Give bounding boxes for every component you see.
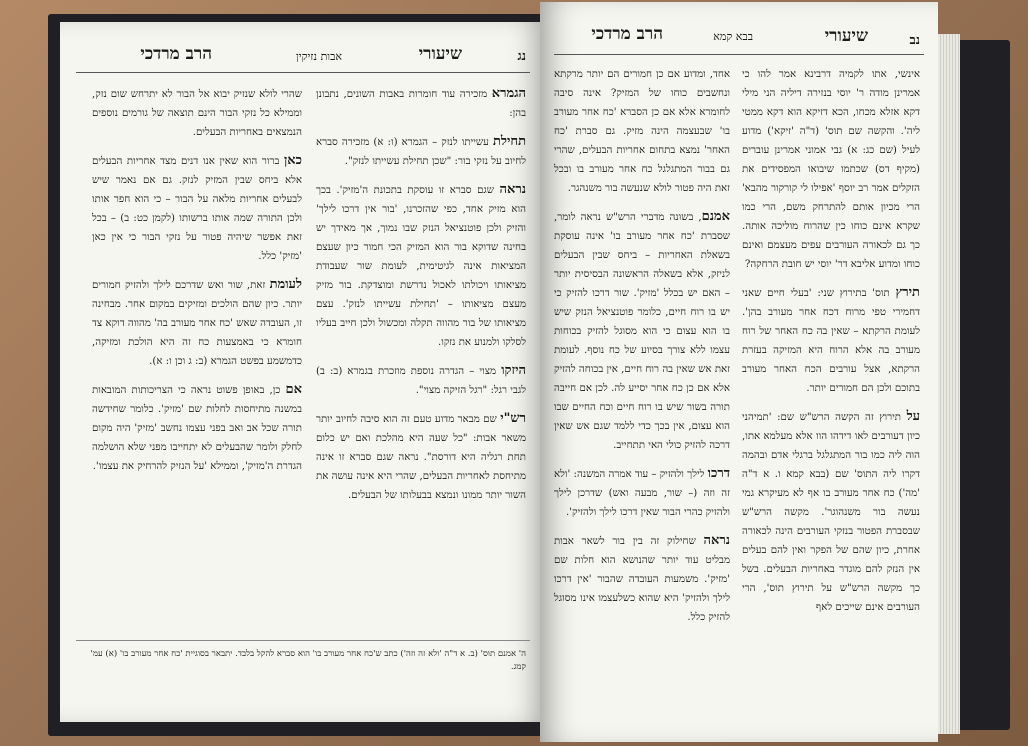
page-number: נב [909,33,920,48]
header-subtitle: אבות נזיקין [295,50,342,63]
paragraph: היזקו מצוי – הגדרה נוספת מוזכרת בגמרא (ב: ב) לגבי רגל: "רגל הזיקה מצוי". [316,363,526,396]
paragraph: נראה שגם סברא זו עוסקת בתכונת ה'מזיק'. בכך הוא מזיק אחד, כפי שהזכרנו, 'בור אין דרכו לילך' והזיק ולכן פוטנציאל הנזק שבו נמוך, אך מאידך יש בחינה שדוקא בור הוא המזיק הכי חמור כיון שעצם המציאות אינה לגיטימית, לעומת שור שעבודת מציאותו ויכולתו לאכול נדרשת ומוצדקת. בור מזיק מעצם מציאותו – 'תחילת עשייתו לנזק'. עצם מציאותו של בור מהווה תקלה ומכשול ולכן חייב בעליו לסלקו ולמנוע את נזקו. [316,182,526,348]
left-page [60,22,542,722]
page-number: נג [517,49,526,64]
header-title-left: הרב מרדכי [591,24,663,44]
paragraph: כאן ברור הוא שאין אנו דנים מצד אחריות הבעלים אלא ביחס שבין המזיק לנזק. גם אם נאמר שיש לבעלים אחריות מלאה על הבור – כי הוא חפר אותו ולכן התורה שמה אותו ברשותו (לקמן כט: ב) – בכל זאת אפשר שיהיה פטור על נזקי הבור כי אין כאן 'מזיק' כלל. [92,153,302,262]
header-subtitle: בבא קמא [713,30,753,43]
paragraph: על תירוץ זה הקשה הרש"ש שם: 'תמיהני כיון דעורבים לאו דידהו הוו אלא מעלמא אתו, הוה ליה כמו בור המתגלגל ברגלי אדם ובהמה דקרו ליה התוס' שם (בבא קמא ו. א ד"ה 'מה') כח אחר מעורב בו אף לא מעיקרא גמי נעשה בור משנהוגר'. מקשה הרש"ש שבסברת הפטור בנזקי העורבים הינה לכאורה אחרת, כיון שהם של הפקר ואין להם בעלים אין הנזק להם מוגדר באחריות הבעלים. בשל כך מקשה הרש"ש על תירוץ תוס', הרי העורבים אינם שייכים לאף [742,409,921,613]
left-page-column-left [92,84,302,485]
paragraph: אחד, ומדוע אם כן חמורים הם יותר מרקתא ונחשבים כוחו של המזיק? אינה סיבה לחומרא אלא אם כן הסברא 'כח אחר מעורב בו' שבעצמה הינה מזיק. גם סברת 'כח האחר' נמצא בתחום אחריות הבעלים, שהרי גם בבור המתגלגל כח אחר מעורב בו ובכל זאת היה פטור לולא שנעשה בור משנהגר. [554,69,730,194]
right-page [540,2,938,742]
paragraph: אינשי, אתו לקמיה דרבינא אמר להו כי אמרינן מודה ר' יוסי בנזירה דיליה הני מילי דקא אזלא מכחו, הכא דזיקא הוא דקא ממטי ליה'. והקשה שם תוס' (ד"ה 'זיקא') מדוע לעיל (שם כג: א) גבי אמוני אמרינן עוברים (מקיף דס) שכתמו שיבואו המפסידים את הזקלים אמר רב יוסף 'אפילו לי קורקור מהבא' הרי מכיון אותם להתרחק משם, הרי כמו שקרא אינם כוחו כין שהרוח מוליכה אותה. כך גם לכאורה העורבים עפים מעצמם ואינם כוחו ומדוע אליבא דר' יוסי יש חובת הרחקה? [742,69,920,270]
paragraph: הגמרא מזכירה עוד חומרות באבות השונים, נתבונן בהן: [316,86,526,119]
header-title-left: הרב מרדכי [140,44,212,64]
paragraph: דרכו לילך ולהזיק – עוד אמרה המשנה: 'ולא זה וזה (– שור, מבעה ואש) שדרכן לילך ולהזיק כהרי הבור שאין דרכו לילך ולהזיק'. [554,466,730,518]
header-rule [554,54,924,55]
page-stack-edge [938,34,960,734]
paragraph: תירץ תוס' בתירוץ שני: 'בעלי חיים שאני דחמירי טפי מרוח דכח אחר מעורב בהן'. לעומת הרקתא – שאין בה כח האחר של רוח מעורב בה אלא הרוח היא המזיקה בעזרת הרקתא, אצל עורבים הכח האחר מעורב בתוכם ולכן הם חמורים יותר. [742,285,920,394]
paragraph: נראה שחילוק זה בין בור לשאר אבות מבליט עוד יותר שהנושא הוא חלות שם 'מזיק'. משמעות העובדה שהבור 'אין דרכו לילך ולהזיק' היא שהוא כשלעצמו אינו מסוגל להזיק כלל. [554,533,730,623]
header-title-right: שיעורי [418,44,462,64]
right-page-column-right [742,64,920,626]
header-rule [76,72,530,73]
paragraph: רש"י שם מבאר מדוע טעם זה הוא סיבה לחיוב יותר משאר אבות: "כל שעה היא מהלכת ואם יש כלום תחת רגליה היא דורסת". נראה שגם סברא זו אינה מתיחסת לאחריות הבעלים, שהרי היא אינה עושה את השור יותר ממונו ונמצא בבעלותו של הבעלים. [316,411,526,501]
left-page-column-right [316,84,526,514]
paragraph: לעומת זאת, שור ואש שדרכם לילך ולהזיק חמורים יותר. כיון שהם הולכים ומזיקים במקום אחר. מבחינה זו, העובדה שאש 'כח אחר מעורב בה' מהווה דוקא צד חומרא כי באמצעות כח זה היא הולכת ומזיקה, כדמשמע בפשט הגמרא (ב: ג וכן ו: א). [92,277,302,367]
paragraph: אם כן, באופן פשוט נראה כי הצריכותות המובאות במשנה מתיחסות לחלות שם 'מזיק'. כלומר שחידשה תורה שכל אב ואב בפני עצמו נחשב 'מזיק' היה מקום לחלק ולומר שהבעלים לא יתחייבו מפני שלא הושלמה הגדרת ה'מזיק', וממילא 'על הנזיק להרחיק את עצמו'. [92,382,302,472]
paragraph: תחילת עשייתו לנזק – הגמרא (ו: א) מזכירה סברא לחיוב על נזקי בור: "שכן תחילת עשייתו לנזק". [316,134,526,167]
header-title-right: שיעורי [824,26,868,46]
right-page-column-left [554,64,730,636]
paragraph: אמנם, בשונה מדברי הרש"ש נראה לומר, שסברת 'כח אחר מעורב בו' אינה עוסקת בשאלת האחריות – ביחס שבין הבעלים לניזק, אלא בשאלה הראשונה הבסיסית יותר – האם יש בכלל 'מזיק'. שור דרכו להזיק כי יש בו רוח חיים, כלומר פוטנציאל הנזק שיש בו הוא עצום כי הוא מסוגל להזיק בכוחות עצמו ללא צורך בסיוע של כח נוסף. לעומת זאת אש שאין בה רוח חיים, אין בכוחה להזיק אלא אם כן כח אחר יסייע לה. לכן אם חייבה תורה בשור שיש בו רוח חיים וכח החיים שבו הוא עצום, אין בכך כדי ללמד שגם אש שאין דרכה להזיק כולי האי תתחייב. [554,209,730,451]
footnote: ה' אמנם תוס' (ב. א ד"ה 'ולא זה וזה') כתב ש'כח אחר מעורב בו' הוא סברא להקל בלבד. יתבאר בסוגיית 'כח אחר מעורב בו' (א) עמ' קמג. [90,649,526,672]
paragraph: שהרי לולא שנזיק יבוא אל הבור לא יתרחש שום נזק, וממילא כל נזקי הבור הינם תוצאה של גורמים נוספים הנמצאים באחריות הבעלים. [92,89,302,138]
footnote-rule [76,640,530,641]
